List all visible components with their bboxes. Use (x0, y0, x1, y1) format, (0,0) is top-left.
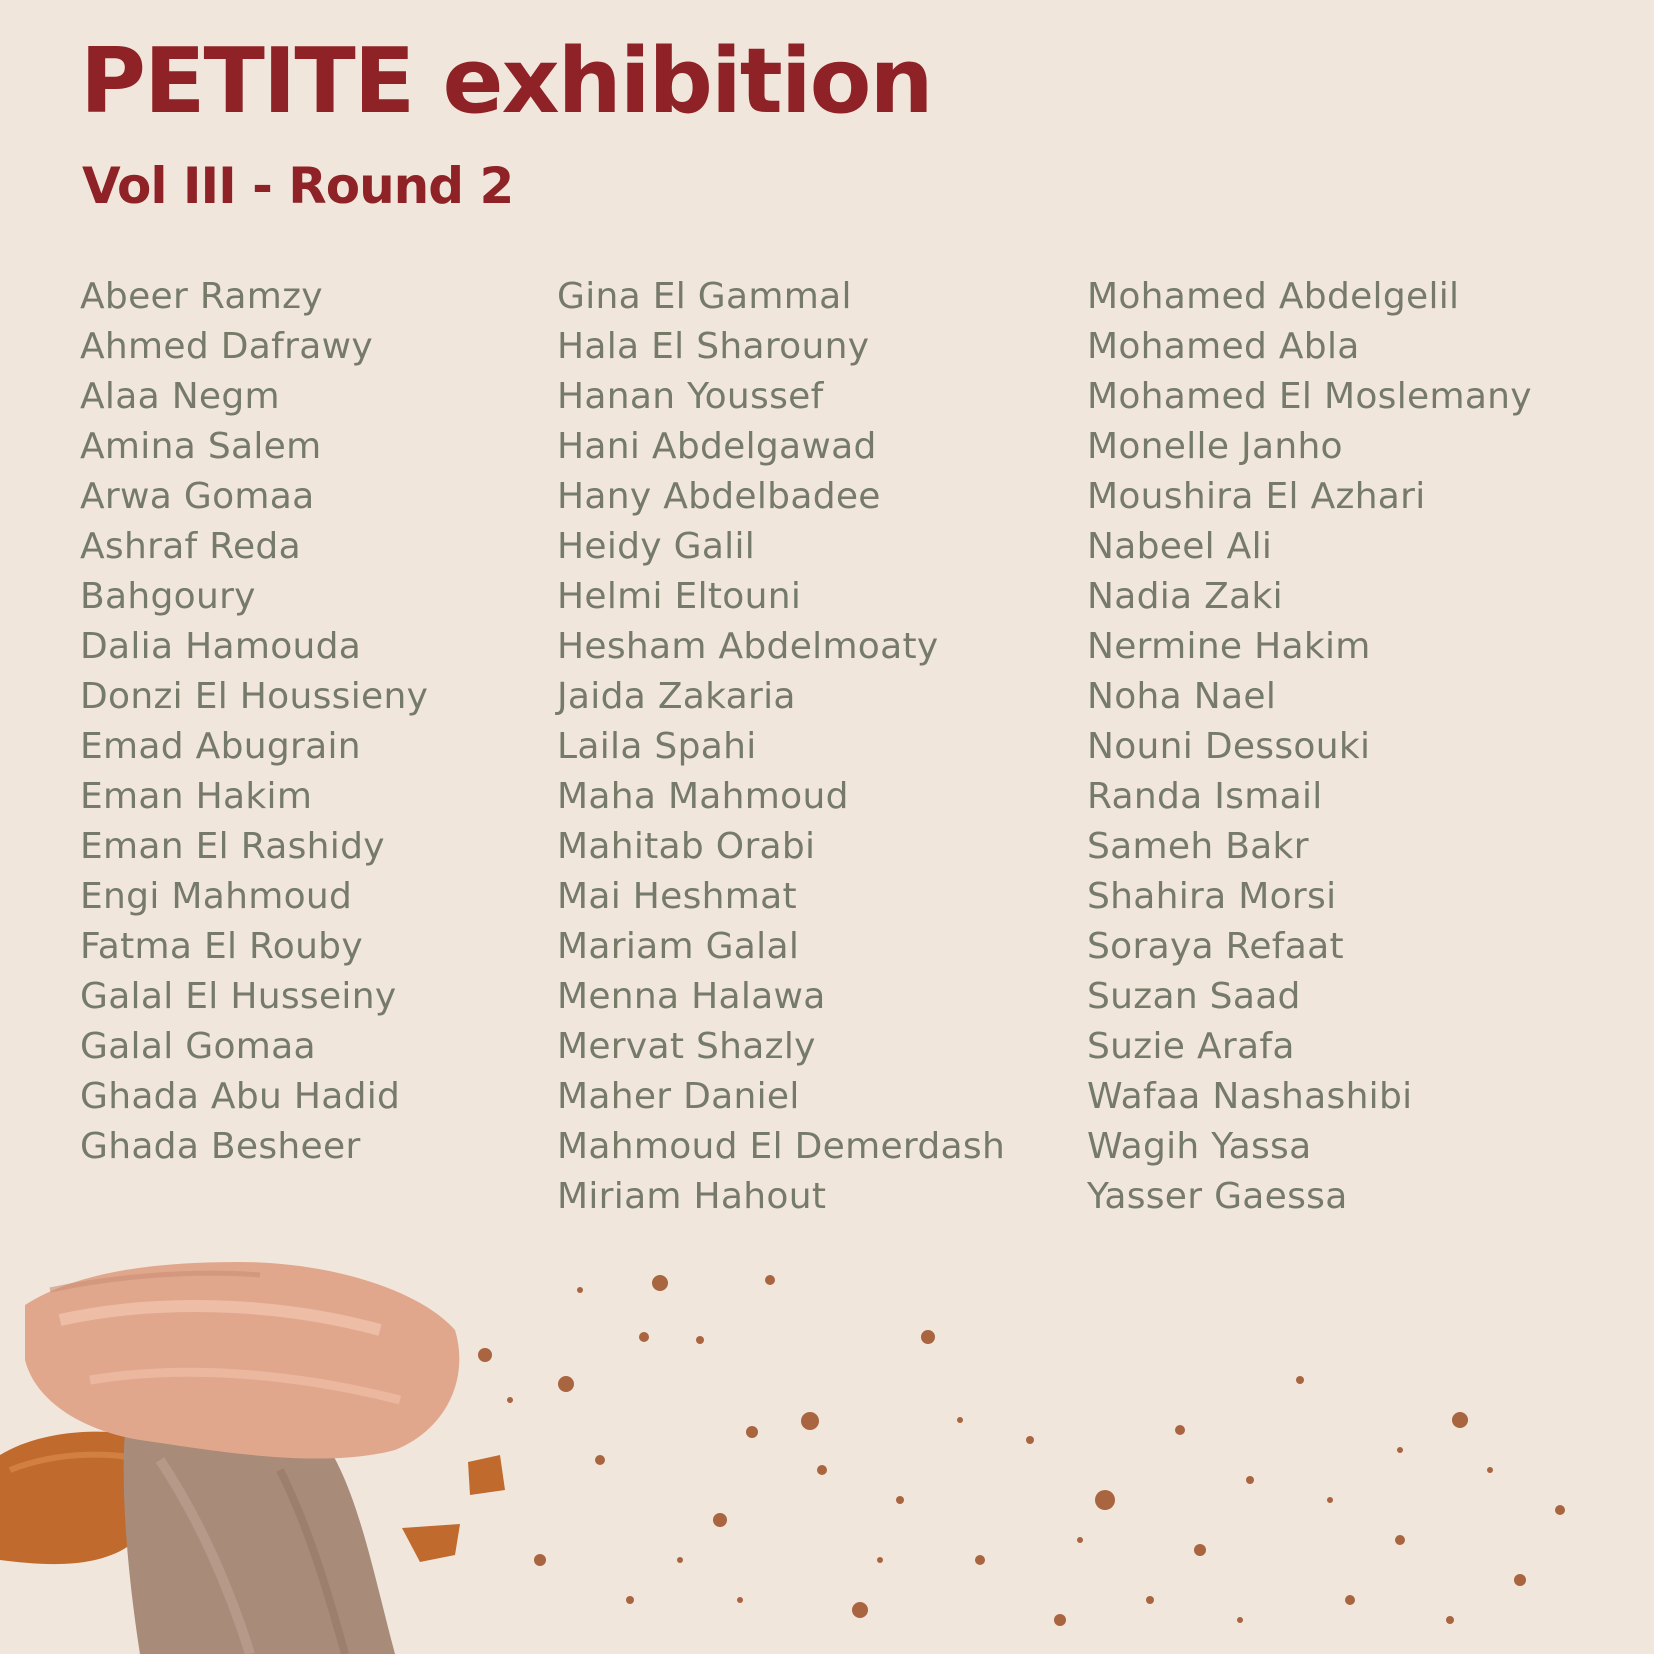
artist-name: Hanan Youssef (557, 376, 824, 417)
artist-name: Nermine Hakim (1087, 626, 1371, 667)
artist-name: Mohamed El Moslemany (1087, 376, 1532, 417)
artist-name: Maher Daniel (557, 1076, 800, 1117)
speckles (478, 1275, 1565, 1626)
orange-chip-2 (468, 1455, 505, 1495)
artist-name: Ashraf Reda (80, 526, 301, 567)
artist-name: Galal El Husseiny (80, 976, 397, 1017)
artist-name: Soraya Refaat (1087, 926, 1344, 967)
artist-name: Nouni Dessouki (1087, 726, 1371, 767)
artist-name: Randa Ismail (1087, 776, 1323, 817)
artist-name: Alaa Negm (80, 376, 280, 417)
artist-name: Maha Mahmoud (557, 776, 849, 817)
artist-name: Yasser Gaessa (1087, 1176, 1348, 1217)
artist-name: Fatma El Rouby (80, 926, 363, 967)
artist-name: Hany Abdelbadee (557, 476, 881, 517)
artist-name: Monelle Janho (1087, 426, 1343, 467)
artist-name: Hala El Sharouny (557, 326, 870, 367)
artist-name: Heidy Galil (557, 526, 756, 567)
artist-name: Eman Hakim (80, 776, 313, 817)
artist-name: Dalia Hamouda (80, 626, 362, 667)
artist-name: Ghada Besheer (80, 1126, 361, 1167)
artist-name: Amina Salem (80, 426, 322, 467)
artist-name: Miriam Hahout (557, 1176, 827, 1217)
artist-name: Shahira Morsi (1087, 876, 1337, 917)
artist-name: Suzie Arafa (1087, 1026, 1295, 1067)
artist-name: Gina El Gammal (557, 276, 852, 317)
artist-name: Hesham Abdelmoaty (557, 626, 939, 667)
artist-name: Sameh Bakr (1087, 826, 1309, 867)
page-subtitle: Vol III - Round 2 (82, 157, 514, 215)
artist-name: Hani Abdelgawad (557, 426, 877, 467)
artist-name: Wafaa Nashashibi (1087, 1076, 1413, 1117)
artist-name: Wagih Yassa (1087, 1126, 1312, 1167)
artist-name: Engi Mahmoud (80, 876, 353, 917)
artist-name: Eman El Rashidy (80, 826, 385, 867)
orange-chip (402, 1524, 460, 1562)
artist-name: Nabeel Ali (1087, 526, 1273, 567)
artist-name: Helmi Eltouni (557, 576, 802, 617)
artist-name: Noha Nael (1087, 676, 1277, 717)
artist-name: Moushira El Azhari (1087, 476, 1426, 517)
artist-name: Laila Spahi (557, 726, 757, 767)
artist-name: Mahitab Orabi (557, 826, 816, 867)
artist-name: Mohamed Abdelgelil (1087, 276, 1460, 317)
artist-name: Mai Heshmat (557, 876, 797, 917)
artist-name: Donzi El Houssieny (80, 676, 429, 717)
artist-name: Nadia Zaki (1087, 576, 1283, 617)
artist-name: Menna Halawa (557, 976, 826, 1017)
peach-swatch (25, 1262, 459, 1459)
artist-name: Mariam Galal (557, 926, 800, 967)
artist-name: Emad Abugrain (80, 726, 361, 767)
artist-name: Mahmoud El Demerdash (557, 1126, 1006, 1167)
artist-name: Bahgoury (80, 576, 256, 617)
artist-name: Ghada Abu Hadid (80, 1076, 401, 1117)
artist-name: Arwa Gomaa (80, 476, 315, 517)
artist-name: Suzan Saad (1087, 976, 1301, 1017)
artist-name: Mohamed Abla (1087, 326, 1360, 367)
artist-name: Abeer Ramzy (80, 276, 323, 317)
page-title: PETITE exhibition (80, 29, 932, 134)
artist-name: Jaida Zakaria (557, 676, 796, 717)
artist-name: Galal Gomaa (80, 1026, 316, 1067)
artist-name: Mervat Shazly (557, 1026, 816, 1067)
artist-name: Ahmed Dafrawy (80, 326, 373, 367)
